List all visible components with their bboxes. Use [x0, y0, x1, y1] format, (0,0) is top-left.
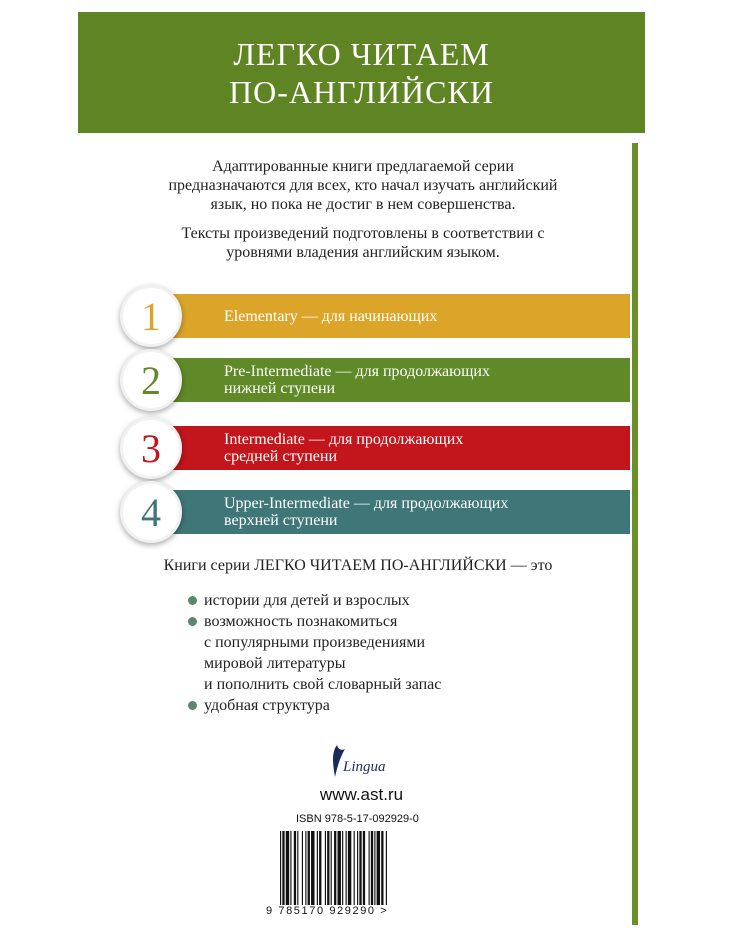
level-1-badge: 1	[120, 285, 182, 347]
series-header	[78, 12, 645, 133]
level-4-label-line1: Upper-Intermediate — для продолжающих	[224, 495, 509, 512]
level-4-bar	[156, 490, 630, 534]
intro-text	[168, 157, 558, 272]
level-4-label-line2: верхней ступени	[224, 512, 338, 529]
barcode	[278, 827, 438, 917]
feature-item	[188, 590, 441, 611]
level-3-badge: 3	[120, 417, 182, 479]
level-1-bar	[156, 294, 630, 338]
feature-text: возможность познакомиться	[204, 613, 398, 630]
feature-text: удобная структура	[204, 697, 330, 714]
series-title-line2: ПО-АНГЛИЙСКИ	[229, 73, 494, 110]
feature-item	[188, 695, 441, 716]
feature-text: истории для детей и взрослых	[204, 592, 410, 609]
logo-text: Lingua	[343, 759, 386, 775]
feature-continuation: мировой литературы	[204, 655, 346, 672]
level-3-label-line1: Intermediate — для продолжающих	[224, 431, 464, 448]
feature-item	[188, 611, 441, 695]
intro-paragraph-2: Тексты произведений подготовлены в соответствии с уровнями владения английским языком.	[181, 225, 545, 261]
spine-strip	[632, 143, 638, 925]
level-2-bar	[156, 358, 630, 402]
bullet-dot-icon	[188, 701, 197, 710]
level-1	[120, 285, 640, 347]
bullet-dot-icon	[188, 617, 197, 626]
level-2-label-line2: нижней ступени	[224, 380, 336, 397]
bullet-dot-icon	[188, 596, 197, 605]
level-2-badge: 2	[120, 349, 182, 411]
website-url: www.ast.ru	[319, 785, 404, 804]
isbn-number: ISBN 978-5-17-092929-0	[296, 813, 419, 825]
level-3-bar	[156, 426, 630, 470]
features-list	[188, 590, 441, 716]
lingua-logo	[323, 739, 395, 783]
level-2-label-line1: Pre-Intermediate — для продолжающих	[224, 363, 490, 380]
level-1-label-line1: Elementary — для начинающих	[224, 307, 438, 325]
level-4	[120, 481, 640, 543]
series-title-line1: ЛЕГКО ЧИТАЕМ	[233, 35, 490, 72]
level-3	[120, 417, 640, 479]
feature-continuation: и пополнить свой словарный запас	[204, 676, 442, 693]
level-2	[120, 349, 640, 411]
level-4-badge: 4	[120, 481, 182, 543]
series-description: Книги серии ЛЕГКО ЧИТАЕМ ПО-АНГЛИЙСКИ — это	[163, 557, 553, 574]
intro-paragraph-1: Адаптированные книги предлагаемой серии предназначаются для всех, кто начал изучать английский язык, но пока не достиг в нем совершенства.	[168, 158, 558, 213]
barcode-digits: 9 785170 929290 >	[266, 905, 389, 917]
level-3-label-line2: средней ступени	[224, 448, 338, 465]
book-back-cover	[78, 12, 645, 924]
feature-continuation: с популярными произведениями	[204, 634, 426, 651]
